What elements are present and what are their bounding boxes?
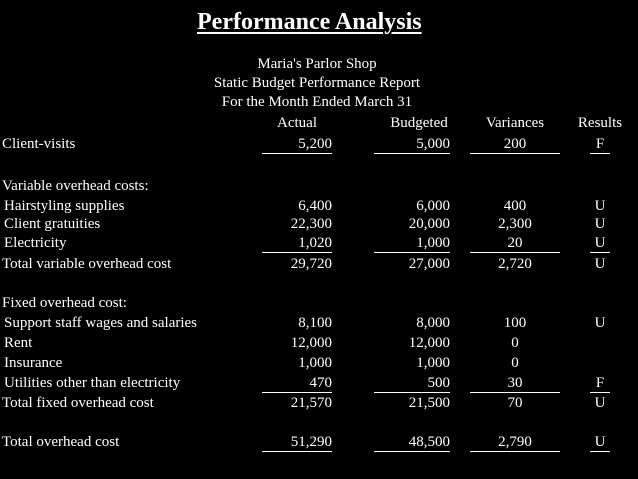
row-label: Utilities other than electricity [4,375,181,391]
company-name: Maria's Parlor Shop [257,56,377,72]
actual-value: 1,020 [262,235,332,253]
section-heading-variable [0,178,638,198]
actual-value: 6,400 [298,198,332,214]
row-label: Client-visits [2,136,76,152]
table-row-total-fixed [0,395,638,415]
column-header-variances: Variances [485,115,545,131]
report-period: For the Month Ended March 31 [221,94,413,110]
actual-value: 470 [262,375,332,393]
variance-value: 0 [511,335,519,351]
row-label: Total fixed overhead cost [2,395,154,411]
page-title: Performance Analysis [197,9,422,35]
budgeted-value: 5,000 [374,136,450,154]
result-value: U [594,315,606,331]
variance-value: 100 [503,315,527,331]
budgeted-value: 12,000 [408,335,450,351]
result-value: U [594,198,606,214]
table-row-hairstyling [0,198,638,218]
actual-value: 51,290 [262,434,332,452]
section-heading-fixed [0,295,638,315]
table-row-insurance [0,355,638,375]
table-row-support-staff [0,315,638,335]
actual-value: 21,570 [290,395,332,411]
row-label: Electricity [4,235,67,251]
variance-value: 20 [470,235,560,253]
result-value: U [590,235,610,253]
variance-value: 200 [470,136,560,154]
table-row-rent [0,335,638,355]
budgeted-value: 500 [374,375,450,393]
section-heading-label: Variable overhead costs: [2,178,149,194]
budgeted-value: 1,000 [374,235,450,253]
table-row-gratuities [0,216,638,236]
budgeted-value: 6,000 [416,198,450,214]
variance-value: 0 [511,355,519,371]
actual-value: 5,200 [262,136,332,154]
budgeted-value: 48,500 [374,434,450,452]
budgeted-value: 8,000 [416,315,450,331]
report-name: Static Budget Performance Report [213,75,421,91]
actual-value: 22,300 [290,216,332,232]
variance-value: 30 [470,375,560,393]
budgeted-value: 1,000 [416,355,450,371]
variance-value: 70 [507,395,523,411]
result-value: U [594,395,606,411]
table-row-total-overhead [0,434,638,454]
budgeted-value: 21,500 [408,395,450,411]
table-row-utilities [0,375,638,395]
section-heading-label: Fixed overhead cost: [2,295,127,311]
table-row-electricity [0,235,638,255]
result-value: F [590,375,610,393]
row-label: Total variable overhead cost [2,256,172,272]
variance-value: 2,720 [498,256,532,272]
table-row-client-visits [0,136,638,156]
actual-value: 8,100 [298,315,332,331]
actual-value: 12,000 [290,335,332,351]
budgeted-value: 27,000 [408,256,450,272]
column-header-budgeted: Budgeted [390,115,448,131]
row-label: Support staff wages and salaries [4,315,198,331]
row-label: Client gratuities [4,216,101,232]
budgeted-value: 20,000 [408,216,450,232]
result-value: U [594,256,606,272]
column-header-results: Results [577,115,623,131]
row-label: Hairstyling supplies [4,198,125,214]
row-label: Rent [4,335,33,351]
row-label: Insurance [4,355,63,371]
result-value: F [590,136,610,154]
actual-value: 29,720 [290,256,332,272]
variance-value: 400 [503,198,527,214]
table-row-total-variable [0,256,638,276]
result-value: U [594,216,606,232]
actual-value: 1,000 [298,355,332,371]
column-header-actual: Actual [277,115,317,131]
variance-value: 2,790 [470,434,560,452]
result-value: U [590,434,610,452]
variance-value: 2,300 [498,216,532,232]
row-label: Total overhead cost [2,434,120,450]
